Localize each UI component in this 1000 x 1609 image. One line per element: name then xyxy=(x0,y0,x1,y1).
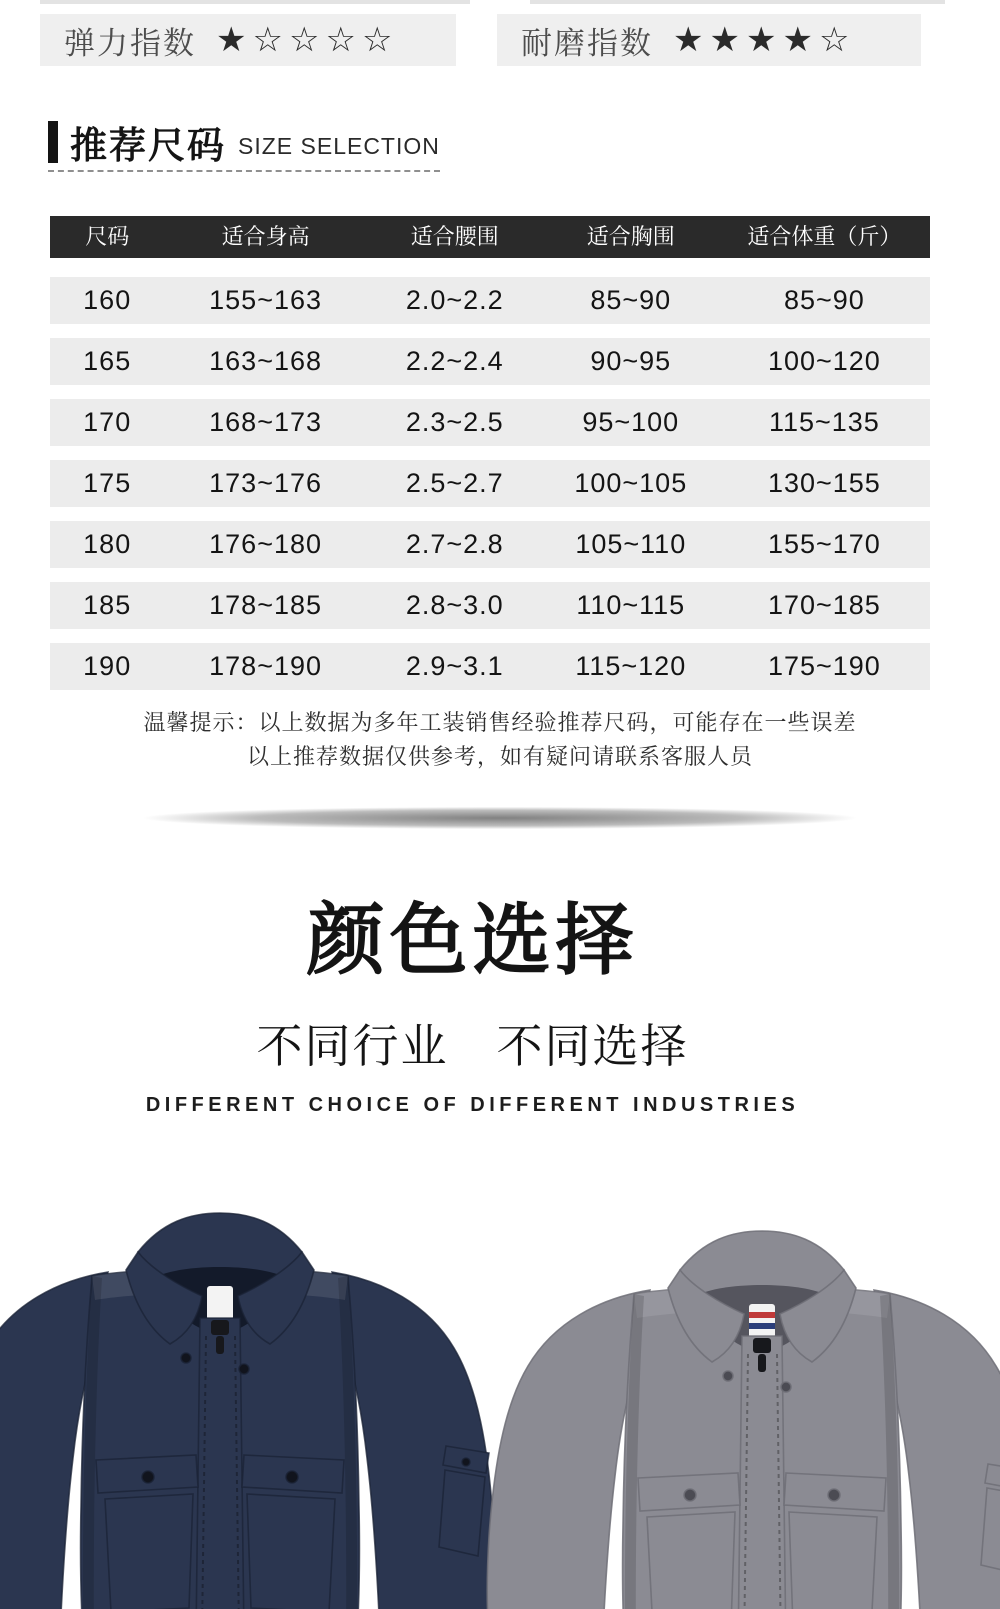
color-section-title: 颜色选择 xyxy=(306,896,639,984)
table-row xyxy=(50,338,930,385)
jacket-chest-pocket-left xyxy=(638,1473,740,1609)
star-filled-icon: ★ xyxy=(782,21,813,59)
jacket-chest-pocket-right xyxy=(242,1455,344,1609)
abrasion-index-label: 耐磨指数 xyxy=(521,25,653,61)
pocket-button xyxy=(462,1458,470,1466)
size-section-title: 推荐尺码 xyxy=(70,125,226,166)
collar-tag xyxy=(207,1286,233,1320)
size-section-header xyxy=(48,118,440,166)
table-cell: 85~90 xyxy=(590,285,672,315)
table-cell: 155~170 xyxy=(767,529,881,559)
elasticity-index-bar xyxy=(40,14,456,66)
elasticity-star-rating xyxy=(216,23,398,57)
table-cell: 2.3~2.5 xyxy=(405,407,504,437)
table-cell: 163~168 xyxy=(209,346,323,376)
zipper-pull-icon xyxy=(758,1354,766,1372)
table-cell: 100~120 xyxy=(767,346,881,376)
table-row xyxy=(50,643,930,690)
table-cell: 168~173 xyxy=(209,407,323,437)
table-header-cell: 适合身高 xyxy=(221,224,310,249)
size-table-header xyxy=(50,216,930,258)
table-header-cell: 适合体重（斤） xyxy=(747,224,902,249)
table-header-cell: 适合胸围 xyxy=(586,224,675,249)
table-cell: 115~135 xyxy=(768,407,880,437)
table-cell: 173~176 xyxy=(209,468,323,498)
table-row xyxy=(50,460,930,507)
table-cell: 130~155 xyxy=(767,468,881,498)
table-cell: 2.2~2.4 xyxy=(405,346,504,376)
size-table-body xyxy=(50,263,930,690)
star-empty-icon: ☆ xyxy=(361,21,393,59)
table-header-cell: 尺码 xyxy=(85,224,130,249)
divider xyxy=(40,0,470,4)
gray-jacket-image xyxy=(482,1224,1000,1609)
table-cell: 170~185 xyxy=(767,590,881,620)
pocket-button xyxy=(684,1489,696,1501)
star-empty-icon: ☆ xyxy=(252,21,283,59)
star-empty-icon: ☆ xyxy=(818,21,850,59)
table-cell: 100~105 xyxy=(574,468,688,498)
star-empty-icon: ☆ xyxy=(325,21,356,59)
zipper-pull-icon xyxy=(216,1336,224,1354)
table-header-cell: 适合腰围 xyxy=(410,224,499,249)
table-cell: 105~110 xyxy=(575,529,687,559)
jacket-chest-pocket-left xyxy=(96,1455,198,1609)
table-cell: 2.5~2.7 xyxy=(405,468,504,498)
pocket-button xyxy=(142,1471,154,1483)
table-row xyxy=(50,399,930,446)
color-section-subtitle-en: DIFFERENT CHOICE OF DIFFERENT INDUSTRIES xyxy=(145,1094,800,1116)
table-cell: 165 xyxy=(83,346,132,376)
table-cell: 180 xyxy=(83,529,132,559)
table-cell: 176~180 xyxy=(209,529,323,559)
table-cell: 178~190 xyxy=(209,651,323,681)
size-note xyxy=(10,706,990,774)
star-empty-icon: ☆ xyxy=(288,21,320,59)
elasticity-index-label: 弹力指数 xyxy=(64,25,196,61)
placket-button xyxy=(723,1371,733,1381)
abrasion-index-bar xyxy=(497,14,921,66)
table-cell: 2.9~3.1 xyxy=(405,651,504,681)
table-cell: 2.0~2.2 xyxy=(405,285,504,315)
table-cell: 85~90 xyxy=(783,285,865,315)
pocket-button xyxy=(286,1471,298,1483)
table-cell: 185 xyxy=(83,590,132,620)
table-cell: 155~163 xyxy=(209,285,323,315)
star-filled-icon: ★ xyxy=(709,21,740,59)
heading-accent-bar xyxy=(48,121,58,163)
table-cell: 175 xyxy=(83,468,132,498)
table-cell: 190 xyxy=(83,651,132,681)
size-section-subtitle: SIZE SELECTION xyxy=(238,132,440,159)
table-cell: 170 xyxy=(83,407,132,437)
placket-button xyxy=(239,1364,249,1374)
color-section xyxy=(0,878,945,1117)
pocket-button xyxy=(828,1489,840,1501)
divider xyxy=(530,0,945,4)
table-row xyxy=(50,582,930,629)
zipper-slider-icon xyxy=(753,1338,771,1353)
table-cell: 90~95 xyxy=(590,346,672,376)
placket-button xyxy=(181,1353,191,1363)
table-cell: 160 xyxy=(83,285,132,315)
collar-tag xyxy=(749,1304,775,1338)
table-cell: 2.7~2.8 xyxy=(405,529,504,559)
table-cell: 115~120 xyxy=(575,651,687,681)
table-cell: 2.8~3.0 xyxy=(405,590,504,620)
zipper-slider-icon xyxy=(211,1320,229,1335)
shadow-divider xyxy=(30,802,970,834)
table-cell: 95~100 xyxy=(582,407,680,437)
dashed-divider xyxy=(48,170,440,172)
navy-jacket-image xyxy=(0,1206,500,1609)
size-note-line2: 以上推荐数据仅供参考，如有疑问请联系客服人员 xyxy=(246,744,753,769)
star-filled-icon: ★ xyxy=(673,21,704,59)
abrasion-star-rating xyxy=(673,23,855,57)
star-filled-icon: ★ xyxy=(216,21,247,59)
product-images xyxy=(0,1200,1000,1609)
table-row xyxy=(50,277,930,324)
table-row xyxy=(50,521,930,568)
table-cell: 110~115 xyxy=(576,590,686,620)
star-filled-icon: ★ xyxy=(745,21,777,59)
color-section-subtitle: 不同行业 不同选择 xyxy=(256,1020,689,1072)
placket-button xyxy=(781,1382,791,1392)
table-cell: 175~190 xyxy=(767,651,881,681)
table-cell: 178~185 xyxy=(209,590,323,620)
size-note-line1: 温馨提示：以上数据为多年工装销售经验推荐尺码，可能存在一些误差 xyxy=(143,710,857,735)
jacket-chest-pocket-right xyxy=(784,1473,886,1609)
